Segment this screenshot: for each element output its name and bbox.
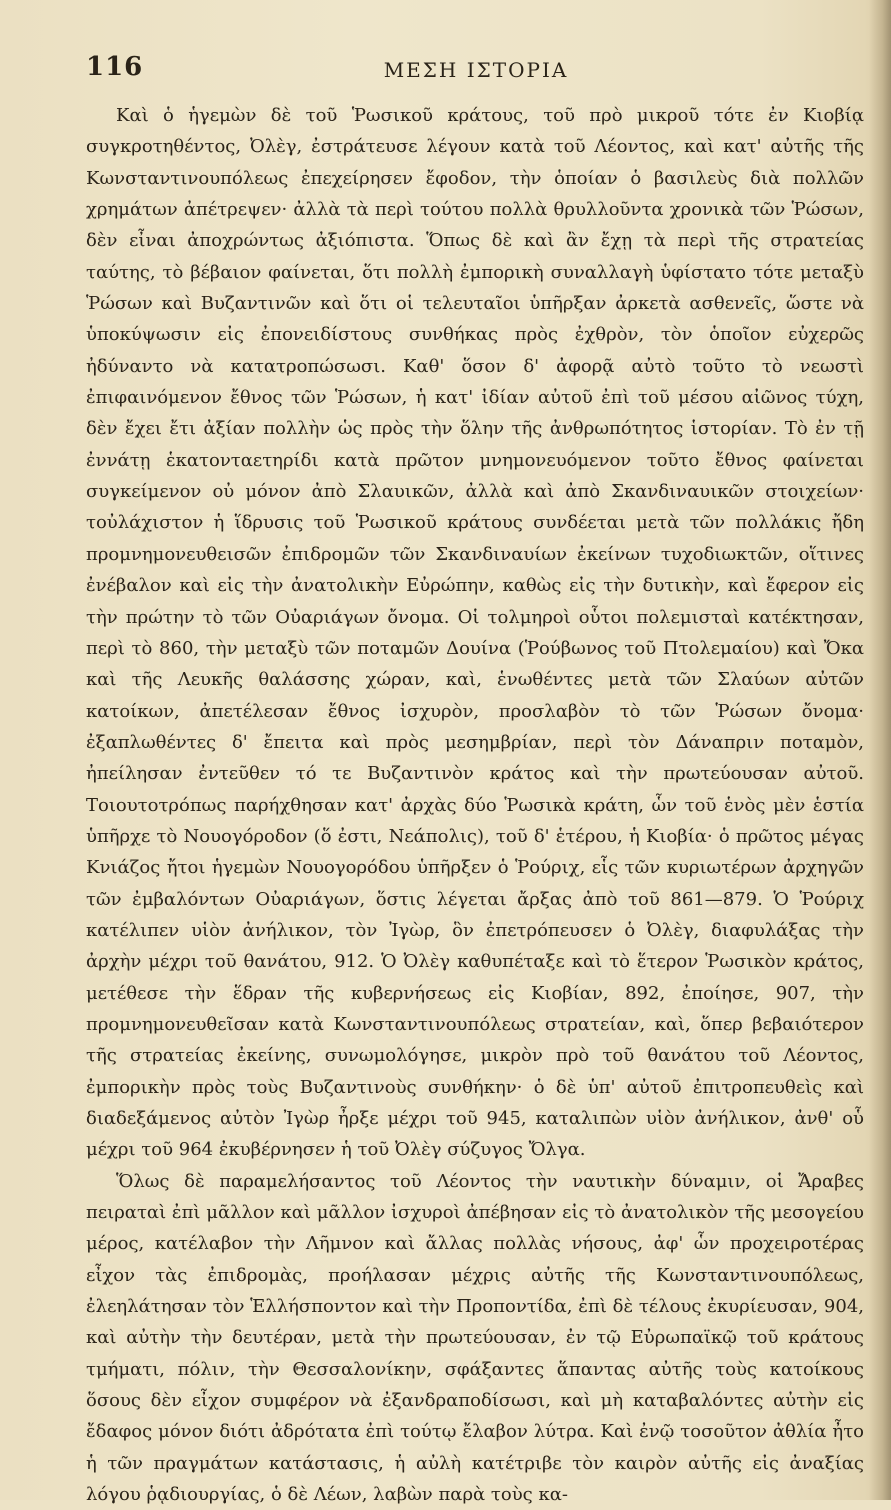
running-title: ΜΕΣΗ ΙΣΤΟΡΙΑ bbox=[383, 58, 569, 82]
paragraph: Ὅλως δὲ παραμελήσαντος τοῦ Λέοντος τὴν ναυτικὴν δύναμιν, οἱ Ἄραβες πειραταὶ ἐπὶ μᾶλλον καὶ μᾶλλον ἰσχυροὶ ἀπέβησαν εἰς τὸ ἀνατολικὸν τῆς μεσογείου μέρος, κατέλαβον τὴν Λῆμνον καὶ ἄλλας πολλὰς νήσους, ἀφ' ὧν προχειροτέρας εἶχον τὰς ἐπιδρομὰς, προήλασαν μέχρις αὐτῆς τῆς Κωνσταντινουπόλεως, ἐλεηλάτησαν τὸν Ἑλλήσποντον καὶ τὴν Προποντίδα, ἐπὶ δὲ τέλους ἐκυρίευσαν, 904, καὶ αὐτὴν τὴν δευτέραν, μετὰ τὴν πρωτεύουσαν, ἐν τῷ Εὐρωπαϊκῷ τοῦ κράτους τμήματι, πόλιν, τὴν Θεσσαλονίκην, σφάξαντες ἅπαντας αὐτῆς τοὺς κατοίκους ὅσους δὲν εἶχον συμφέρον νὰ ἐξανδραποδίσωσι, καὶ μὴ καταβαλόντες αὐτὴν εἰς ἔδαφος μόνον διότι ἀδρότατα ἐπὶ τούτῳ ἔλαβον λύτρα. Καὶ ἐνῷ τοσοῦτον ἀθλία ἦτο ἡ τῶν πραγμάτων κατάστασις, ἡ αὐλὴ κατέτριβε τὸν καιρὸν αὐτῆς εἰς ἀναξίας λόγου ῥᾳδιουργίας, ὁ δὲ Λέων, λαβὼν παρὰ τοὺς κα- bbox=[86, 1170, 864, 1506]
paragraph: Καὶ ὁ ἡγεμὼν δὲ τοῦ Ῥωσικοῦ κράτους, τοῦ πρὸ μικροῦ τότε ἐν Κιοβίᾳ συγκροτηθέντος, Ὀλὲγ, ἐστράτευσε λέγουν κατὰ τοῦ Λέοντος, καὶ κατ' αὐτῆς τῆς Κωνσταντινουπόλεως ἐπεχείρησεν ἔφοδον, τὴν ὁποίαν ὁ βασιλεὺς διὰ πολλῶν χρημάτων ἀπέτρεψεν· ἀλλὰ τὰ περὶ τούτου πολλὰ θρυλλοῦντα χρονικὰ τῶν Ῥώσων, δὲν εἶναι ἀποχρώντως ἀξιόπιστα. Ὅπως δὲ καὶ ἂν ἔχῃ τὰ περὶ τῆς στρατείας ταύτης, τὸ βέβαιον φαίνεται, ὅτι πολλὴ ἐμπορικὴ συναλλαγὴ ὑφίστατο τότε μεταξὺ Ῥώσων καὶ Βυζαντινῶν καὶ ὅτι οἱ τελευταῖοι ὑπῆρξαν ἀρκετὰ ασθενεῖς, ὥστε νὰ ὑποκύψωσιν εἰς ἐπονειδίστους συνθήκας πρὸς ἐχθρὸν, τὸν ὁποῖον εὐχερῶς ἠδύναντο νὰ κατατροπώσωσι. Καθ' ὅσον δ' ἀφορᾷ αὐτὸ τοῦτο τὸ νεωστὶ ἐπιφαινόμενον ἔθνος τῶν Ῥώσων, ἡ κατ' ἰδίαν αὐτοῦ ἐπὶ τοῦ μέσου αἰῶνος τύχη, δὲν ἔχει ἔτι ἀξίαν πολλὴν ὡς πρὸς τὴν ὅλην τῆς ἀνθρωπότητος ἱστορίαν. Τὸ ἐν τῇ ἐννάτῃ ἑκατονταετηρίδι κατὰ πρῶτον μνημονευόμενον τοῦτο ἔθνος φαίνεται συγκείμενον οὐ μόνον ἀπὸ Σλαυικῶν, ἀλλὰ καὶ ἀπὸ Σκανδιναυικῶν στοιχείων· τοὐλάχιστον ἡ ἵδρυσις τοῦ Ῥωσικοῦ κράτους συνδέεται μετὰ τῶν πολλάκις ἤδη προμνημονευθεισῶν ἐπιδρομῶν τῶν Σκανδιναυίων ἐκείνων τυχοδιωκτῶν, οἵτινες ἐνέβαλον καὶ εἰς τὴν ἀνατολικὴν Εὐρώπην, καθὼς εἰς τὴν δυτικὴν, καὶ ἔφερον εἰς τὴν πρώτην τὸ τῶν Οὐαριάγων ὄνομα. Οἱ τολμηροὶ οὗτοι πολεμισταὶ κατέκτησαν, περὶ τὸ 860, τὴν μεταξὺ τῶν ποταμῶν Δουίνα (Ῥούβωνος τοῦ Πτολεμαίου) καὶ Ὄκα καὶ τῆς Λευκῆς θαλάσσης χώραν, καὶ, ἑνωθέντες μετὰ τῶν Σλαύων αὐτῶν κατοίκων, ἀπετέλεσαν ἔθνος ἰσχυρὸν, προσλαβὸν τὸ τῶν Ῥώσων ὄνομα· ἐξαπλωθέντες δ' ἔπειτα καὶ πρὸς μεσημβρίαν, περὶ τὸν Δάναπριν ποταμὸν, ἠπείλησαν ἐντεῦθεν τό τε Βυζαντινὸν κράτος καὶ τὴν πρωτεύουσαν αὐτοῦ. Τοιουτοτρόπως παρήχθησαν κατ' ἀρχὰς δύο Ῥωσικὰ κράτη, ὧν τοῦ ἑνὸς μὲν ἑστία ὑπῆρχε τὸ Νουογόροδον (ὅ ἐστι, Νεάπολις), τοῦ δ' ἑτέρου, ἡ Κιοβία· ὁ πρῶτος μέγας Κνιάζος ἤτοι ἡγεμὼν Νουογορόδου ὑπῆρξεν ὁ Ῥούριχ, εἷς τῶν κυριωτέρων ἀρχηγῶν τῶν ἐμβαλόντων Οὐαριάγων, ὅστις λέγεται ἄρξας ἀπὸ τοῦ 861—879. Ὁ Ῥούριχ κατέλιπεν υἱὸν ἀνήλικον, τὸν Ἰγὼρ, ὃν ἐπετρόπευσεν ὁ Ὀλὲγ, διαφυλάξας τὴν ἀρχὴν μέχρι τοῦ θανάτου, 912. Ὁ Ὀλὲγ καθυπέταξε καὶ τὸ ἕτερον Ῥωσικὸν κράτος, μετέθεσε τὴν ἕδραν τῆς κυβερνήσεως εἰς Κιοβίαν, 892, ἐποίησε, 907, τὴν προμνημονευθεῖσαν κατὰ Κωνσταντινουπόλεως στρατείαν, καὶ, ὅπερ βεβαιότερον τῆς στρατείας ἐκείνης, συνωμολόγησε, μικρὸν πρὸ τοῦ θανάτου τοῦ Λέοντος, ἐμπορικὴν πρὸς τοὺς Βυζαντινοὺς συνθήκην· ὁ δὲ ὑπ' αὐτοῦ ἐπιτροπευθεὶς καὶ διαδεξάμενος αὐτὸν Ἰγὼρ ἦρξε μέχρι τοῦ 945, καταλιπὼν υἱὸν ἀνήλικον, ἀνθ' οὗ μέχρι τοῦ 964 ἐκυβέρνησεν ἡ τοῦ Ὀλὲγ σύζυγος Ὄλγα. bbox=[86, 105, 864, 1161]
body-text bbox=[86, 100, 864, 1506]
page-edge-shadow bbox=[869, 0, 891, 1500]
page-number: 116 bbox=[86, 52, 144, 82]
page-header bbox=[86, 52, 866, 92]
